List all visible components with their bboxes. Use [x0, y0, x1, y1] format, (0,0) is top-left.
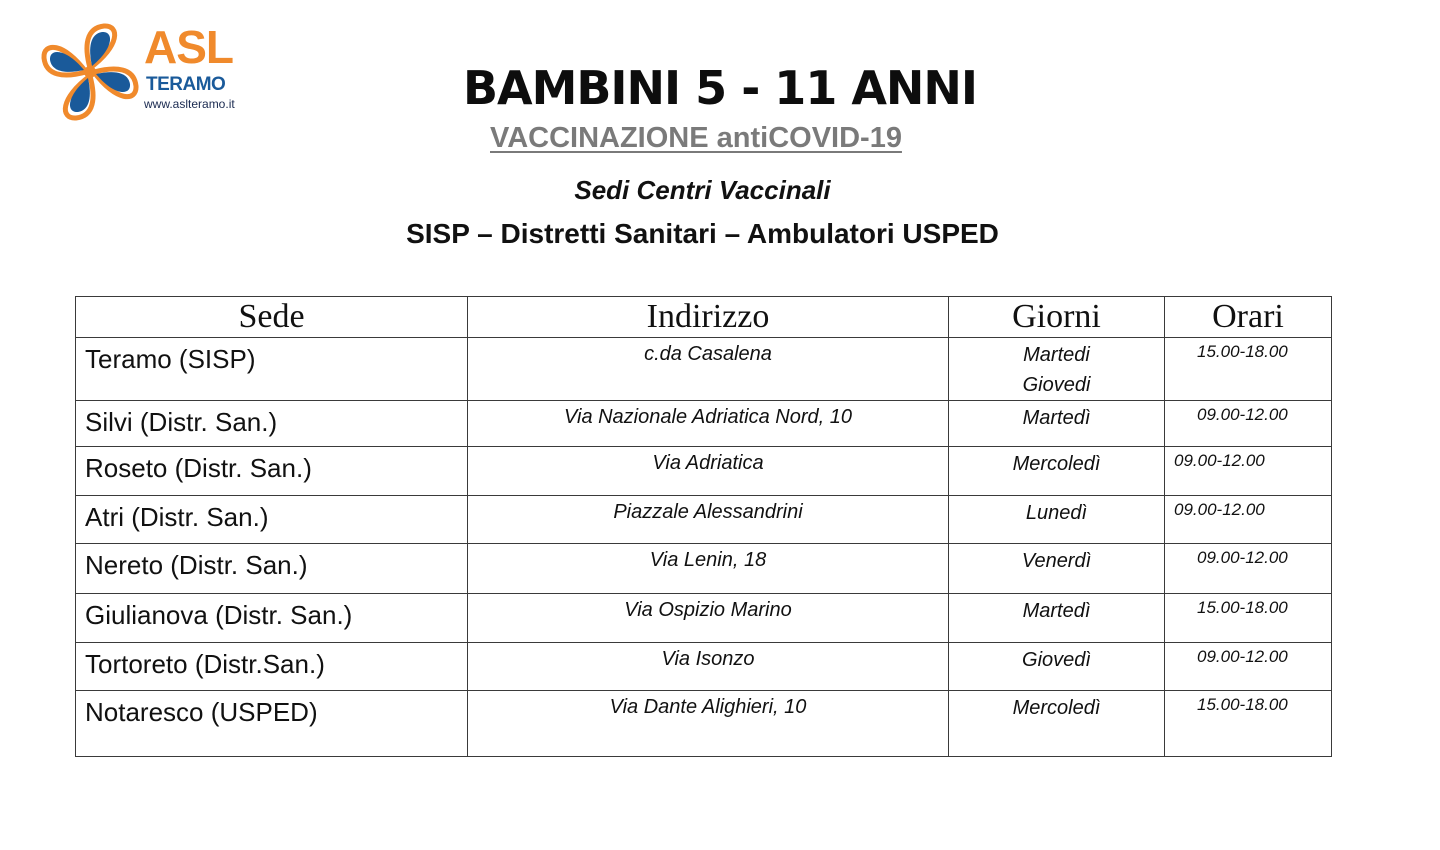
cell-orari: 09.00-12.00: [1165, 447, 1332, 496]
cell-sede: Roseto (Distr. San.): [76, 447, 468, 496]
table-row: [76, 594, 1332, 643]
giorno-label: Martedi: [1023, 344, 1090, 366]
vaccination-centers-table: [75, 296, 1332, 757]
cell-orari: 15.00-18.00: [1165, 338, 1332, 401]
cell-sede: Notaresco (USPED): [76, 691, 468, 757]
section-subtitle: SISP – Distretti Sanitari – Ambulatori USPED: [406, 218, 999, 249]
cell-sede: Atri (Distr. San.): [76, 496, 468, 544]
table-row: [76, 338, 1332, 401]
cell-orari: 09.00-12.00: [1165, 496, 1332, 544]
giorno-label: Venerdì: [1021, 550, 1092, 572]
giorno-label: Lunedì: [1025, 502, 1088, 524]
cell-indirizzo: Via Nazionale Adriatica Nord, 10: [468, 401, 949, 447]
header-orari: Orari: [1165, 297, 1332, 338]
table-row: [76, 496, 1332, 544]
page-subtitle: VACCINAZIONE antiCOVID-19: [490, 122, 902, 154]
cell-indirizzo: Via Ospizio Marino: [468, 594, 949, 643]
header-giorni: Giorni: [949, 297, 1165, 338]
cell-sede: Nereto (Distr. San.): [76, 544, 468, 594]
cell-sede: Giulianova (Distr. San.): [76, 594, 468, 643]
cell-giorni: [949, 544, 1165, 594]
cell-sede: Teramo (SISP): [76, 338, 468, 401]
cell-orari: 09.00-12.00: [1165, 401, 1332, 447]
cell-giorni: [949, 594, 1165, 643]
table-row: [76, 643, 1332, 691]
cell-orari: 09.00-12.00: [1165, 544, 1332, 594]
table-row: [76, 447, 1332, 496]
giorno-label: Giovedì: [1022, 649, 1091, 671]
cell-giorni: [949, 496, 1165, 544]
cell-orari: 09.00-12.00: [1165, 643, 1332, 691]
table-row: [76, 401, 1332, 447]
cell-indirizzo: Piazzale Alessandrini: [468, 496, 949, 544]
table-row: [76, 691, 1332, 757]
cell-orari: 15.00-18.00: [1165, 594, 1332, 643]
cell-giorni: [949, 643, 1165, 691]
cell-indirizzo: Via Isonzo: [468, 643, 949, 691]
cell-sede: Tortoreto (Distr.San.): [76, 643, 468, 691]
table-row: [76, 544, 1332, 594]
table-header-row: [76, 297, 1332, 338]
header-indirizzo: Indirizzo: [468, 297, 949, 338]
giorno-label: Mercoledì: [1012, 453, 1101, 475]
logo-website-text: www.aslteramo.it: [144, 97, 235, 111]
cell-giorni: [949, 338, 1165, 401]
header-sede: Sede: [76, 297, 468, 338]
page-title: BAMBINI 5 - 11 ANNI: [462, 61, 978, 115]
giorno-label: Martedì: [1022, 600, 1091, 622]
cell-giorni: [949, 447, 1165, 496]
cell-indirizzo: Via Dante Alighieri, 10: [468, 691, 949, 757]
cell-giorni: [949, 691, 1165, 757]
logo-asl-text: ASL: [144, 21, 233, 73]
cell-indirizzo: c.da Casalena: [468, 338, 949, 401]
cell-giorni: [949, 401, 1165, 447]
giorno-label: Giovedi: [1022, 374, 1091, 396]
cell-orari: 15.00-18.00: [1165, 691, 1332, 757]
giorno-label: Mercoledì: [1012, 697, 1101, 719]
section-title: Sedi Centri Vaccinali: [574, 175, 831, 205]
cell-sede: Silvi (Distr. San.): [76, 401, 468, 447]
cell-indirizzo: Via Adriatica: [468, 447, 949, 496]
cell-indirizzo: Via Lenin, 18: [468, 544, 949, 594]
giorno-label: Martedì: [1022, 407, 1091, 429]
logo-teramo-text: TERAMO: [146, 74, 226, 95]
